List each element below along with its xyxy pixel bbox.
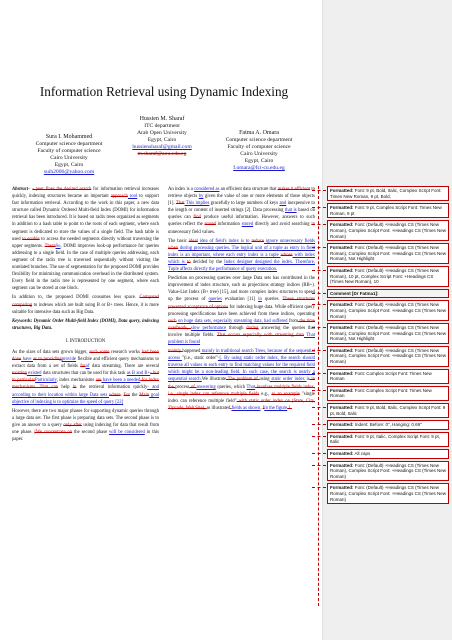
tracked-insertion: tool: [127, 194, 138, 200]
author-3-dept: Computer science department: [225, 137, 293, 143]
balloon-label: Formatted:: [330, 451, 354, 456]
tracked-deletion: during: [246, 325, 259, 331]
balloon-leader-line: [311, 222, 326, 228]
tracked-deletion: There: [44, 243, 56, 249]
body-text: produce useful information. However, answers to such queries reflect the: [168, 215, 316, 228]
body-text: unnecessary field values.: [168, 229, 215, 235]
body-text: queries, which: [215, 384, 247, 390]
author-1-faculty: Faculty of computer science: [37, 148, 101, 154]
author-2-university: Arab Open University: [137, 130, 187, 136]
tracked-deletion: ideal: [188, 238, 198, 244]
balloon-leader-line: [312, 436, 326, 437]
balloon-leader-line: [312, 350, 326, 351]
tracked-deletion: as to providing: [32, 357, 62, 363]
tracked-insertion: slow performance: [190, 325, 227, 331]
comment-balloon[interactable]: [327, 289, 449, 299]
formatting-balloon[interactable]: [327, 266, 449, 287]
abstract-text: to indexes which are built using B or B+ trees. Hence, it is more suitable for intensive data such as Big Data.: [12, 302, 159, 315]
body-text: gracefully to large numbers of keys: [209, 201, 280, 207]
tracked-deletion: I: [262, 405, 265, 411]
body-text: The basic: [168, 238, 189, 244]
abstract-text: , DOMI improves look-up performance for queries addressing to a single field. In the case of multiple queries addressing, each segment of the radix tree is traversed sequentially without visiting the unrelated branches. The use of segmentation for the proposed DOMI provides flexibility for minimizing communication overhead in the distributed system. Every field in the radix tree is represented by one segment, where each segment can be stored at one block.: [12, 243, 159, 292]
tracked-deletion: in: [72, 385, 77, 391]
abstract-label: Abstract: [12, 187, 29, 192]
section-heading-introduction: I. INTRODUCTION: [65, 338, 106, 344]
abstract-text: In addition to, the proposed DOMI consumes less space.: [12, 295, 140, 301]
formatting-balloon[interactable]: [327, 420, 449, 430]
intro-paragraph-4: [168, 238, 315, 273]
body-text: answering the queries that involve multiple fields.: [168, 325, 315, 338]
tracked-insertion: implies: [195, 201, 210, 207]
tracked-insertion: found: [189, 339, 201, 345]
balloon-text: Indent: Before: 0", Hanging: 0.69": [353, 422, 422, 428]
balloon-label: Formatted:: [330, 347, 354, 353]
balloon-label: Formatted:: [330, 267, 354, 273]
balloon-label: Formatted:: [330, 370, 354, 376]
body-text: An index is a: [168, 187, 195, 192]
comment-balloons: [327, 186, 449, 506]
body-text: as illustrated: [206, 405, 231, 411]
body-text: "single index can reference multiple field": [168, 391, 315, 404]
intro-paragraph-5: [168, 275, 315, 346]
balloon-text: Font: (Default) +Headings CS (Times New Roman), Complex Script Font: +Headings CS (Times New Roman): [330, 462, 446, 479]
tracked-insertion: on huge data sets, especially streaming data, had suffered: [176, 318, 289, 324]
tracked-deletion: to: [186, 259, 191, 265]
body-text: As the sizes of data sets grown bigger,: [12, 349, 90, 355]
body-text: from: [288, 318, 299, 324]
tracked-deletion: such some: [89, 349, 110, 355]
balloon-text: Font: (Default) +Headings CS (Times New Roman), Complex Script Font: +Headings CS (Times New Roman), Not Highlight: [330, 325, 446, 342]
tracked-deletion: reduce: [251, 238, 264, 244]
tracked-insertion: provide: [61, 357, 77, 363]
balloon-label: Formatted:: [330, 405, 354, 411]
tracked-insertion: This: [184, 201, 196, 207]
tracked-deletion: in: [311, 222, 315, 228]
abstract-text: to access the needed segments directly without traversing the upper segments.: [12, 236, 160, 249]
balloon-text: Font: (Default) +Headings CS (Times New Roman), 10 pt, Complex Script Font: +Headings CS (Times New Roman), 10: [330, 267, 439, 285]
author-1-email[interactable]: suih2006@yahoo.com: [43, 169, 95, 175]
balloon-text: Font: Complex Script Font: Times New Roman: [330, 387, 432, 399]
right-column: [168, 186, 315, 414]
balloon-label: Formatted:: [330, 302, 354, 308]
tracked-insertion: that is: [284, 208, 297, 214]
tracked-deletion: as an example: [271, 391, 300, 397]
tracked-insertion: in the figure: [264, 405, 288, 411]
tracked-deletion: only after: [63, 422, 82, 428]
body-text: to retrieve objects: [168, 187, 315, 200]
balloon-leader-line: [312, 190, 326, 191]
tracked-deletion: for: [80, 364, 86, 370]
tracked-deletion: [We concentrate on: [34, 430, 73, 435]
keywords-paragraph: [12, 318, 159, 332]
tracked-deletion: Compared comparing: [12, 295, 159, 308]
tracked-deletion: such: [168, 318, 177, 324]
body-text: information: [215, 222, 242, 228]
author-1-location: Egypt, Cairo: [54, 162, 84, 168]
balloon-text: Font: 9 pt, Bold, Italic, Complex Script Font: 9 pt, Bold, Italic: [330, 405, 446, 416]
tracked-deletion: The problem of: [226, 377, 260, 383]
tracked-insertion: in: [258, 297, 262, 303]
tracked-deletion: That: [175, 201, 185, 207]
tracked-insertion: fields as shown: [231, 405, 261, 411]
body-text: the second phase: [72, 430, 110, 435]
body-text: e.g.,: [259, 391, 272, 397]
tracked-insertion: Particularly: [35, 378, 57, 384]
tracked-deletion: -: [150, 371, 154, 377]
balloon-label: Formatted:: [330, 462, 354, 468]
balloon-label: Comment [Dr Fatma1]:: [330, 290, 379, 296]
balloon-label: Formatted:: [330, 325, 354, 331]
abstract-text: for information retrieval increases quickly, indexing structures became an important: [12, 187, 159, 200]
formatting-balloon[interactable]: [327, 243, 449, 264]
abstract-paragraph-2: [12, 294, 159, 315]
body-text: the retrieval information quickly: [76, 385, 148, 391]
tracked-insertion: with index which is: [168, 252, 315, 265]
balloon-label: Formatted:: [330, 422, 354, 428]
body-text: an efficient data structure that: [219, 187, 278, 192]
tracked-deletion: approach: [110, 194, 128, 200]
tracked-deletion: For: [123, 392, 130, 398]
body-text: flexible and efficient query mechanisms to extract data from a set of fields: [12, 357, 159, 370]
tracked-deletion: makes it efficient: [277, 187, 311, 192]
author-1-name: Sura I. Mohammed: [45, 134, 93, 140]
tracked-insertion: as B and B+: [126, 371, 151, 377]
formatting-balloon[interactable]: [327, 323, 449, 344]
body-text: directly and avoid searching: [253, 222, 312, 228]
body-text: the: [129, 392, 140, 398]
abstract-text: –: [28, 187, 33, 192]
tracked-insertion: will be considered: [109, 430, 145, 435]
tracked-insertion: answering: [196, 384, 216, 390]
body-text: queries.: [261, 297, 283, 303]
balloon-label: Formatted:: [330, 205, 354, 211]
formatting-balloon[interactable]: [327, 483, 449, 504]
keywords-label: Keywords: [12, 318, 31, 324]
balloon-leader-line: [312, 487, 326, 488]
balloon-text: Font: 9 pt, Complex Script Font: Times New Roman, 9 pt: [330, 205, 442, 216]
author-2-dept: ITC department: [144, 123, 180, 129]
body-text: through: [226, 325, 247, 331]
intro-paragraph: [12, 349, 159, 406]
tracked-insertion: considered as: [194, 187, 220, 192]
author-2-name: Hussien M. Sharaf: [139, 116, 185, 122]
tracked-deletion: had been done: [12, 349, 159, 363]
formatting-balloon[interactable]: [327, 461, 449, 482]
balloon-leader-line: [312, 207, 326, 208]
tracked-insertion: and: [279, 201, 287, 207]
tracked-insertion: by: [198, 194, 204, 200]
author-3-university: Cairo University: [240, 151, 278, 157]
balloon-leader-line: [312, 304, 326, 305]
formatting-balloon[interactable]: [327, 369, 449, 384]
balloon-leader-line: [312, 465, 326, 466]
balloon-text: Font: (Default) +Headings CS (Times New Roman), Complex Script Font: +Headings CS (Times New Roman): [330, 222, 446, 239]
balloon-label: Formatted:: [330, 188, 354, 193]
tracked-insertion: of: [85, 364, 90, 370]
tracked-insertion: have: [21, 357, 33, 363]
balloon-leader-line: [312, 407, 326, 408]
balloon-text: All caps: [353, 451, 371, 456]
body-text: using: [259, 377, 270, 383]
tracked-deletion: to enable: [22, 236, 40, 242]
balloon-leader-line: [312, 424, 326, 425]
body-text: ,: [260, 405, 263, 411]
tracked-deletion: 1.: [287, 405, 292, 411]
body-text: is: [306, 377, 310, 383]
body-text: based on queries can: [168, 208, 315, 221]
author-1-university: Cairo University: [50, 155, 88, 161]
tracked-deletion: These structures presented acceptance of options: [168, 297, 315, 310]
tracked-deletion: where: [109, 392, 121, 398]
body-text: .: [120, 392, 124, 398]
body-text: However, there are two major phases for supporting dynamic queries through a large data set. The first phase is preparing data sets. The second phase is to give an answer to a query: [12, 408, 159, 428]
body-text: happened: [182, 349, 201, 355]
body-text: data structures that can be used for this task: [41, 371, 127, 377]
balloon-leader-line: [312, 453, 326, 454]
tracked-insertion: ignore unnecessary fields: [263, 238, 315, 244]
tracked-insertion: That: [246, 384, 256, 390]
body-text: Prediction on processing queries over large Data sets has contributed in the improvement of index structure, such as projections strategy indices (RB+). Value-List Index (B+ tree) [15], and more complex index structures to speed up the process of: [168, 276, 315, 303]
tracked-insertion: during processing queries. The logical unit of a tuple as entry in field index is an important, where each entry index is a tuple: [168, 245, 315, 258]
body-text: , index mechanisms: [56, 378, 96, 384]
tracked-deletion: Main: [139, 392, 150, 398]
author-2-email-deleted: m.sharaf@aou.edu.eg: [137, 151, 187, 157]
balloon-text: Font: (Default) +Headings CS (Times New Roman), Complex Script Font: +Headings CS (Times New Roman): [330, 302, 446, 319]
balloon-leader-line: [312, 270, 326, 271]
formatting-balloon[interactable]: [327, 403, 449, 418]
body-text: for indexing huge data. While efficient query processing specifications have been achieved from these indices, operating: [168, 304, 315, 317]
author-2-location: Egypt, Cairo: [147, 137, 177, 143]
body-text: data streaming. There are several: [89, 364, 159, 370]
author-3-location: Egypt, Cairo: [244, 158, 274, 164]
tracked-insertion: So: [55, 243, 61, 249]
tracked-insertion: have been a needed: [101, 378, 141, 384]
author-3: [204, 129, 314, 172]
tracked-deletion: the time overheads,: [168, 318, 315, 331]
balloon-text: Font: (Default) +Headings CS (Times New Roman), Complex Script Font: +Headings CS (Times New Roman): [330, 347, 446, 365]
balloon-leader-line: [312, 327, 326, 328]
body-text: help: [58, 385, 73, 391]
balloon-label: Formatted:: [330, 245, 354, 251]
markup-divider: [318, 186, 319, 606]
author-3-name: Fatma A. Omara: [239, 130, 279, 136]
intro-paragraph-6: [168, 348, 315, 412]
formatting-balloon[interactable]: [327, 432, 449, 447]
author-3-email[interactable]: f.omara@fci-cu.edu.eg: [233, 165, 285, 171]
tracked-deletion: with static order index on (State, City, Zipcode, Web Site),: [168, 398, 316, 411]
left-column: [12, 186, 159, 445]
body-text: inexpensive to the length or content of inserted strings [2]. Data processing: [168, 201, 315, 214]
tracked-insertion: mainly in traditional search Trees, because of the sequential access: [168, 349, 315, 362]
author-2-email[interactable]: hussiensharaf@gmail.com: [132, 144, 192, 150]
balloon-text: Font: 9 pt, Italic, Complex Script Font: 9 pt, Italic: [330, 433, 441, 445]
tracked-deletion: stored: [204, 222, 216, 228]
tracked-insertion: That problem is: [168, 332, 315, 345]
balloon-label: Formatted:: [330, 433, 354, 439]
balloon-text: Font: 9 pt, Bold, Italic, Complex Script Font: Times New Roman, 9 pt, Bold,: [330, 188, 442, 199]
tracked-deletion: find: [193, 215, 201, 221]
tracked-deletion: when: [168, 245, 179, 251]
tracked-deletion: but in particular: [12, 371, 160, 384]
intro-paragraph-2: [12, 408, 159, 443]
keywords-text: : Dynamic Order Multi-field Index (DOMI), Data query, indexing structures, Big Data.: [12, 318, 159, 331]
balloon-leader-line: [312, 373, 326, 374]
balloon-leader-line: [312, 293, 326, 294]
tracked-insertion: queries: [208, 297, 222, 303]
tracked-deletion: are: [95, 378, 102, 384]
formatting-balloon[interactable]: [327, 300, 449, 321]
tracked-deletion: involves multiple fields index, i.e., single index can reference multiple fields: [168, 384, 315, 397]
tracked-deletion: in the: [168, 377, 316, 390]
tracked-deletion: whose: [280, 252, 293, 258]
balloon-label: Formatted:: [330, 485, 354, 491]
formatting-balloon[interactable]: [327, 346, 449, 367]
tracked-deletion: That occurs especially with streaming data: [216, 332, 304, 338]
tracked-insertion: goal objective of indexing is to optimize the speed of query [22]: [12, 392, 159, 405]
body-text: using indexing for data that result from one phase.: [12, 422, 160, 435]
formatting-balloon[interactable]: [327, 220, 449, 241]
tracked-insertion: static order index: [269, 377, 307, 383]
body-text: "(i.e., static order": [181, 356, 218, 362]
formatting-balloon[interactable]: [327, 386, 449, 401]
balloon-text: Font: Complex Script Font: Times New Roman: [330, 370, 432, 382]
tracked-insertion: Index designer: [224, 259, 253, 265]
formatting-balloon[interactable]: [327, 203, 449, 218]
author-2: [122, 115, 202, 158]
body-text: evaluation [11]: [222, 297, 259, 303]
body-text: We illustrate: [201, 377, 227, 383]
tracked-insertion: stored: [241, 222, 254, 228]
abstract-text: to support fast information retrieval. According to the work in this paper, a new data structure called Dynamic Ordered Multi-field Index (DOMI) for information retrieval has been introduced. It is based on radix trees organized as segments in addition to a hash table to point to the roots of each segment, where each segment is dedicated to store the values of a single field. The hash table is used: [12, 194, 159, 242]
author-block: [0, 115, 320, 175]
tracked-insertion: -[. By using static order index, the search should traverse all values in each entry to find matching values for the required field which might be a non-leading field. In such case, the search is nearly a sequential search.: [168, 356, 315, 383]
body-text: given the value of one or more elements of those objects [1].: [168, 194, 315, 207]
balloon-label: Formatted:: [330, 222, 354, 228]
balloon-text: Font: (Default) +Headings CS (Times New Roman), Complex Script Font: +Headings CS (Times New Roman): [330, 485, 446, 502]
formatting-balloon[interactable]: [327, 449, 449, 459]
abstract-paragraph: [12, 186, 159, 292]
paper-title: Information Retrieval using Dynamic Indexing: [39, 84, 289, 99]
tracked-insertion: designed the index. Therefore, Tuple affects directly the performance of query execution.: [168, 259, 315, 273]
author-1-dept: Computer science department: [35, 141, 103, 147]
tracked-deletion: mainly: [168, 349, 183, 355]
body-text: in this paper.: [12, 430, 159, 443]
body-text: decided by the: [190, 259, 225, 265]
tracked-deletion: - peer fines the desired search: [32, 187, 92, 192]
formatting-balloon[interactable]: [327, 186, 449, 201]
balloon-label: Formatted:: [330, 387, 354, 393]
balloon-leader-line: [312, 390, 326, 391]
tracked-deletion: for index mechanisms. That can: [12, 378, 159, 391]
tracked-insertion: idea of field's index is to: [197, 238, 252, 244]
tracked-deletion: existing: [12, 371, 27, 377]
tracked-insertion: existed: [26, 371, 42, 377]
balloon-leader-line: [312, 247, 326, 248]
tracked-deletion: of: [189, 384, 197, 390]
author-3-faculty: Faculty of computer science: [227, 144, 291, 150]
tracked-insertion: - and according to their location within large Data sets: [12, 385, 159, 398]
body-text: research works: [109, 349, 142, 355]
intro-paragraph-3: [168, 186, 315, 236]
author-1: [14, 133, 124, 176]
balloon-text: Font: (Default) +Headings CS (Times New Roman), Complex Script Font: +Headings CS (Times New Roman), Not Highlight: [330, 245, 446, 262]
body-text: process: [175, 384, 190, 390]
